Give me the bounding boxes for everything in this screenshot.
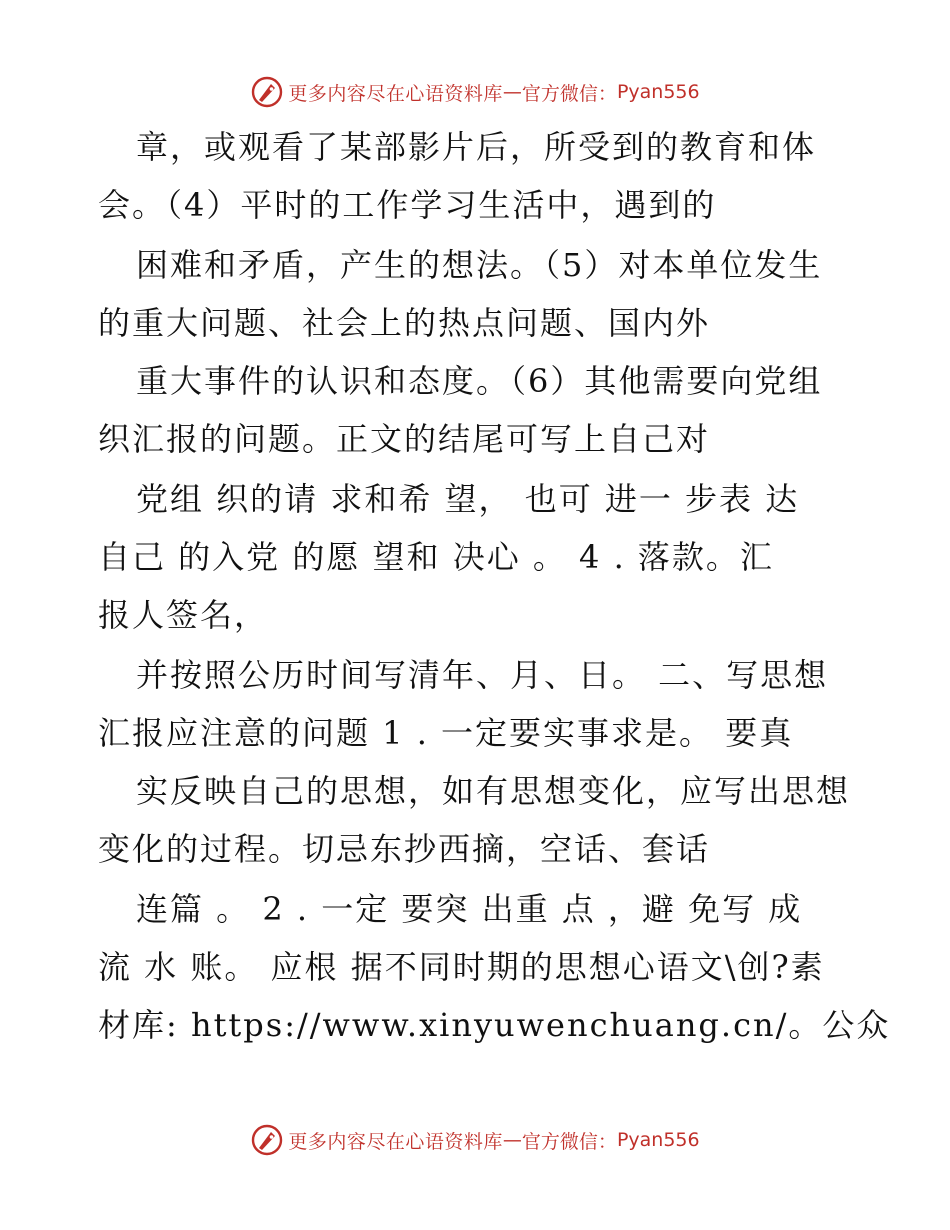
header-watermark bbox=[0, 72, 950, 112]
watermark-wechat-label: 官方微信： bbox=[521, 1130, 617, 1153]
body-line: 章，或观看了某部影片后，所受到的教育和体 bbox=[136, 128, 817, 166]
watermark-separator: — bbox=[502, 1129, 522, 1151]
body-line: 党组 织的请 求和希 望， 也可 进一 步表 达 bbox=[136, 480, 800, 518]
body-line: 织汇报的问题。正文的结尾可写上自己对 bbox=[98, 420, 711, 458]
body-line: 困难和矛盾，产生的想法。（5）对本单位发生 bbox=[136, 246, 823, 284]
body-line: 的重大问题、社会上的热点问题、国内外 bbox=[98, 304, 711, 342]
watermark-wechat-id: Pyan556 bbox=[616, 1129, 700, 1151]
footer-watermark bbox=[0, 1120, 950, 1160]
body-line: 材库: https://www.xinyuwenchuang.cn/。公众 bbox=[98, 1006, 891, 1044]
watermark-brand-text: 更多内容尽在心语资料库 bbox=[288, 1130, 503, 1153]
watermark-wechat-id: Pyan556 bbox=[616, 81, 700, 103]
body-line: 会。（4）平时的工作学习生活中，遇到的 bbox=[98, 186, 717, 224]
watermark-wechat-label: 官方微信： bbox=[521, 82, 617, 105]
body-line: 实反映自己的思想，如有思想变化，应写出思想 bbox=[136, 772, 851, 810]
pen-nib-logo-icon bbox=[250, 1123, 284, 1157]
body-line: 自己 的入党 的愿 望和 决心 。 4 . 落款。汇 bbox=[98, 538, 774, 576]
body-line: 连篇 。 2 . 一定 要突 出重 点 ，避 免写 成 bbox=[136, 890, 803, 928]
body-line: 变化的过程。切忌东抄西摘，空话、套话 bbox=[98, 830, 711, 868]
watermark-brand-text: 更多内容尽在心语资料库 bbox=[288, 82, 503, 105]
body-line: 汇报应注意的问题 1 . 一定要实事求是。 要真 bbox=[98, 714, 794, 752]
pen-nib-logo-icon bbox=[250, 75, 284, 109]
body-line: 流 水 账。 应根 据不同时期的思想心语文\创?素 bbox=[98, 948, 825, 986]
body-line: 重大事件的认识和态度。（6）其他需要向党组 bbox=[136, 362, 823, 400]
watermark-separator: — bbox=[502, 81, 522, 103]
body-line: 报人签名， bbox=[98, 596, 269, 634]
body-line: 并按照公历时间写清年、月、日。 二、写思想 bbox=[136, 656, 829, 694]
